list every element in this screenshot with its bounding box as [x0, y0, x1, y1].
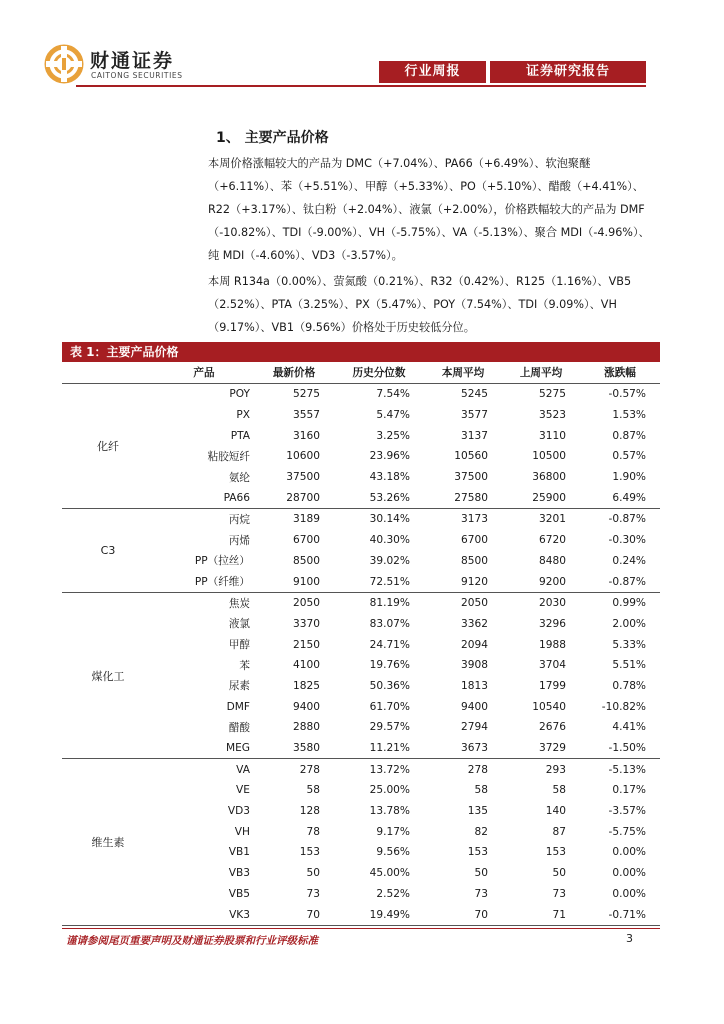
change-pct-cell: 0.78% — [612, 679, 646, 692]
price-change-paragraph: 本周价格涨幅较大的产品为 DMC（+7.04%）、PA66（+6.49%）、软泡聚醚（+6.11%）、苯（+5.51%）、甲醇（+5.33%）、PO（+5.10%）、醋酸（+4.41%）、R22（+3.17%）、钛白粉（+2.04%）、液氯（+2.00%），价格跌幅较大的产品为 DMF（-10.82%）、TDI（-9.00%）、VH（-5.75%）、VA（-5.13%）、聚合 MDI（-4.96%）、纯 MDI（-4.60%）、VD3（-3.57%）。 — [208, 157, 650, 262]
week-avg-cell: 9400 — [461, 700, 488, 713]
last-week-avg-cell: 3704 — [539, 659, 566, 672]
percentile-cell: 30.14% — [369, 513, 410, 526]
logo-emblem-icon — [44, 44, 84, 84]
col-header-latest-price: 最新价格 — [254, 362, 334, 384]
last-week-avg-cell: 87 — [552, 825, 566, 838]
group-label-coal-chem: 煤化工 — [62, 592, 154, 759]
col-header-percentile: 历史分位数 — [334, 362, 424, 384]
last-week-avg-cell: 5275 — [539, 388, 566, 401]
percentile-cell: 40.30% — [369, 534, 410, 547]
brand-name-en: CAITONG SECURITIES — [91, 71, 183, 80]
table-row — [62, 509, 660, 530]
product-name-cell: VK3 — [154, 904, 254, 925]
col-header-group — [62, 362, 154, 384]
percentile-cell: 24.71% — [369, 638, 410, 651]
group-label-fiber: 化纤 — [62, 384, 154, 509]
group-label-vitamin: 维生素 — [62, 759, 154, 926]
percentile-cell: 9.17% — [376, 825, 410, 838]
product-name-cell: VD3 — [227, 805, 250, 818]
latest-price-cell: 3580 — [254, 738, 334, 759]
last-week-avg-cell: 9200 — [502, 571, 580, 592]
percentile-cell: 39.02% — [369, 554, 410, 567]
latest-price-cell: 2880 — [293, 721, 320, 734]
change-pct-cell: -0.71% — [580, 904, 660, 925]
product-name-cell: PA66 — [154, 487, 254, 508]
product-name-cell: 甲醇 — [228, 639, 250, 652]
latest-price-cell: 153 — [299, 846, 320, 859]
change-pct-cell: 6.49% — [580, 487, 660, 508]
last-week-avg-cell: 25900 — [502, 487, 580, 508]
last-week-avg-cell: 153 — [545, 846, 566, 859]
percentile-cell: 11.21% — [334, 738, 424, 759]
table-header-row — [62, 362, 660, 384]
latest-price-cell: 128 — [299, 805, 320, 818]
week-avg-cell: 2094 — [461, 638, 488, 651]
week-avg-cell: 153 — [467, 846, 488, 859]
product-name-cell: PTA — [230, 429, 250, 442]
last-week-avg-cell: 140 — [545, 805, 566, 818]
week-avg-cell: 8500 — [461, 554, 488, 567]
last-week-avg-cell: 73 — [552, 887, 566, 900]
percentile-cell: 19.76% — [369, 659, 410, 672]
week-avg-cell: 50 — [474, 867, 488, 880]
latest-price-cell: 10600 — [286, 450, 320, 463]
latest-price-cell: 2150 — [293, 638, 320, 651]
change-pct-cell: -0.87% — [608, 513, 646, 526]
week-avg-cell: 27580 — [424, 487, 502, 508]
change-pct-cell: -0.30% — [608, 534, 646, 547]
percentile-cell: 45.00% — [369, 867, 410, 880]
product-name-cell: PP（纤维） — [154, 571, 254, 592]
change-pct-cell: -5.13% — [608, 763, 646, 776]
week-avg-cell: 37500 — [454, 471, 488, 484]
last-week-avg-cell: 293 — [545, 763, 566, 776]
brand-name-cn: 财通证券 — [90, 50, 175, 72]
product-name-cell: 丙烯 — [228, 534, 250, 547]
week-avg-cell: 70 — [424, 904, 502, 925]
change-pct-cell: 0.87% — [612, 429, 646, 442]
percentile-cell: 13.78% — [369, 805, 410, 818]
percentile-cell: 19.49% — [334, 904, 424, 925]
latest-price-cell: 28700 — [254, 487, 334, 508]
table-row — [62, 759, 660, 780]
change-pct-cell: 0.24% — [612, 554, 646, 567]
percentile-cell: 81.19% — [369, 597, 410, 610]
section-title: 1、 主要产品价格 — [216, 130, 329, 146]
change-pct-cell: 0.00% — [612, 887, 646, 900]
percentile-cell: 72.51% — [334, 571, 424, 592]
product-name-cell: POY — [229, 388, 250, 401]
week-avg-cell: 2794 — [461, 721, 488, 734]
product-name-cell: 粘胶短纤 — [207, 450, 250, 463]
percentile-cell: 2.52% — [376, 887, 410, 900]
latest-price-cell: 4100 — [293, 659, 320, 672]
week-avg-cell: 278 — [467, 763, 488, 776]
week-avg-cell: 82 — [474, 825, 488, 838]
product-name-cell: VE — [236, 784, 250, 797]
product-name-cell: VA — [236, 763, 250, 776]
percentile-cell: 61.70% — [369, 700, 410, 713]
product-name-cell: 醋酸 — [228, 721, 250, 734]
change-pct-cell: -0.57% — [608, 388, 646, 401]
latest-price-cell: 278 — [299, 763, 320, 776]
footer-disclaimer: 谨请参阅尾页重要声明及财通证券股票和行业评级标准 — [66, 935, 318, 947]
latest-price-cell: 78 — [306, 825, 320, 838]
report-type-tab: 行业周报 — [379, 61, 486, 83]
product-name-cell: 尿素 — [228, 680, 250, 693]
percentile-cell: 43.18% — [369, 471, 410, 484]
change-pct-cell: 5.51% — [612, 659, 646, 672]
latest-price-cell: 3189 — [293, 513, 320, 526]
week-avg-cell: 3173 — [461, 513, 488, 526]
last-week-avg-cell: 3110 — [539, 429, 566, 442]
week-avg-cell: 3362 — [461, 617, 488, 630]
col-header-last-week-avg: 上周平均 — [502, 362, 580, 384]
last-week-avg-cell: 3729 — [502, 738, 580, 759]
percentile-cell: 3.25% — [376, 429, 410, 442]
product-name-cell: 氨纶 — [228, 471, 250, 484]
week-avg-cell: 2050 — [461, 597, 488, 610]
product-name-cell: PX — [236, 409, 250, 422]
change-pct-cell: -1.50% — [580, 738, 660, 759]
last-week-avg-cell: 1988 — [539, 638, 566, 651]
change-pct-cell: -5.75% — [608, 825, 646, 838]
last-week-avg-cell: 36800 — [532, 471, 566, 484]
week-avg-cell: 3908 — [461, 659, 488, 672]
percentile-cell: 83.07% — [369, 617, 410, 630]
latest-price-cell: 50 — [306, 867, 320, 880]
week-avg-cell: 5245 — [461, 388, 488, 401]
latest-price-cell: 58 — [306, 784, 320, 797]
week-avg-cell: 3577 — [461, 409, 488, 422]
company-logo — [44, 44, 194, 88]
change-pct-cell: 2.00% — [612, 617, 646, 630]
change-pct-cell: 1.53% — [612, 409, 646, 422]
latest-price-cell: 1825 — [293, 679, 320, 692]
last-week-avg-cell: 3201 — [539, 513, 566, 526]
percentile-cell: 23.96% — [369, 450, 410, 463]
latest-price-cell: 73 — [306, 887, 320, 900]
product-name-cell: VB5 — [228, 887, 250, 900]
week-avg-cell: 1813 — [461, 679, 488, 692]
product-name-cell: 苯 — [239, 659, 250, 672]
week-avg-cell: 10560 — [454, 450, 488, 463]
percentile-cell: 25.00% — [369, 784, 410, 797]
latest-price-cell: 9100 — [254, 571, 334, 592]
group-label-c3: C3 — [62, 509, 154, 593]
last-week-avg-cell: 3296 — [539, 617, 566, 630]
week-avg-cell: 135 — [467, 805, 488, 818]
last-week-avg-cell: 2030 — [539, 597, 566, 610]
latest-price-cell: 9400 — [293, 700, 320, 713]
change-pct-cell: 5.33% — [612, 638, 646, 651]
latest-price-cell: 6700 — [293, 534, 320, 547]
product-price-table — [62, 362, 660, 926]
last-week-avg-cell: 2676 — [539, 721, 566, 734]
last-week-avg-cell: 3523 — [539, 409, 566, 422]
percentile-cell: 50.36% — [369, 679, 410, 692]
product-name-cell: 焦炭 — [228, 597, 250, 610]
latest-price-cell: 3557 — [293, 409, 320, 422]
table-row — [62, 592, 660, 613]
change-pct-cell: 0.99% — [612, 597, 646, 610]
product-name-cell: 液氯 — [228, 618, 250, 631]
product-name-cell: VB1 — [228, 846, 250, 859]
header-divider — [76, 85, 646, 87]
week-avg-cell: 58 — [474, 784, 488, 797]
week-avg-cell: 3137 — [461, 429, 488, 442]
table-title: 表 1：主要产品价格 — [62, 342, 660, 362]
last-week-avg-cell: 6720 — [539, 534, 566, 547]
product-name-cell: DMF — [226, 700, 250, 713]
change-pct-cell: 0.00% — [612, 846, 646, 859]
percentile-cell: 13.72% — [369, 763, 410, 776]
report-category-tab: 证券研究报告 — [490, 61, 646, 83]
week-avg-cell: 73 — [474, 887, 488, 900]
last-week-avg-cell: 58 — [552, 784, 566, 797]
footer-divider — [62, 928, 660, 929]
week-avg-cell: 6700 — [461, 534, 488, 547]
last-week-avg-cell: 1799 — [539, 679, 566, 692]
change-pct-cell: 0.57% — [612, 450, 646, 463]
latest-price-cell: 3370 — [293, 617, 320, 630]
change-pct-cell: 0.17% — [612, 784, 646, 797]
last-week-avg-cell: 71 — [502, 904, 580, 925]
last-week-avg-cell: 10540 — [532, 700, 566, 713]
change-pct-cell: 0.00% — [612, 867, 646, 880]
col-header-change: 涨跌幅 — [580, 362, 660, 384]
col-header-product: 产品 — [154, 362, 254, 384]
latest-price-cell: 70 — [254, 904, 334, 925]
change-pct-cell: -10.82% — [601, 700, 646, 713]
product-name-cell: VB3 — [228, 867, 250, 880]
change-pct-cell: -0.87% — [580, 571, 660, 592]
percentile-cell: 53.26% — [334, 487, 424, 508]
change-pct-cell: -3.57% — [608, 805, 646, 818]
percentile-cell: 5.47% — [376, 409, 410, 422]
last-week-avg-cell: 8480 — [539, 554, 566, 567]
week-avg-cell: 3673 — [424, 738, 502, 759]
latest-price-cell: 37500 — [286, 471, 320, 484]
latest-price-cell: 3160 — [293, 429, 320, 442]
product-name-cell: MEG — [154, 738, 254, 759]
percentile-cell: 7.54% — [376, 388, 410, 401]
last-week-avg-cell: 10500 — [532, 450, 566, 463]
latest-price-cell: 8500 — [293, 554, 320, 567]
col-header-week-avg: 本周平均 — [424, 362, 502, 384]
change-pct-cell: 4.41% — [612, 721, 646, 734]
latest-price-cell: 2050 — [293, 597, 320, 610]
percentile-cell: 9.56% — [376, 846, 410, 859]
product-name-cell: VH — [234, 825, 250, 838]
product-name-cell: 丙烷 — [228, 513, 250, 526]
percentile-paragraph: 本周 R134a（0.00%）、萤氮酸（0.21%）、R32（0.42%）、R125（1.16%）、VB5（2.52%）、PTA（3.25%）、PX（5.47%）、POY（7.54%）、TDI（9.09%）、VH（9.17%）、VB1（9.56%）价格处于历史较低分位。 — [208, 275, 632, 334]
change-pct-cell: 1.90% — [612, 471, 646, 484]
week-avg-cell: 9120 — [424, 571, 502, 592]
page-number: 3 — [626, 932, 633, 945]
product-name-cell: PP（拉丝） — [194, 555, 250, 568]
latest-price-cell: 5275 — [293, 388, 320, 401]
percentile-cell: 29.57% — [369, 721, 410, 734]
last-week-avg-cell: 50 — [552, 867, 566, 880]
table-row — [62, 384, 660, 405]
